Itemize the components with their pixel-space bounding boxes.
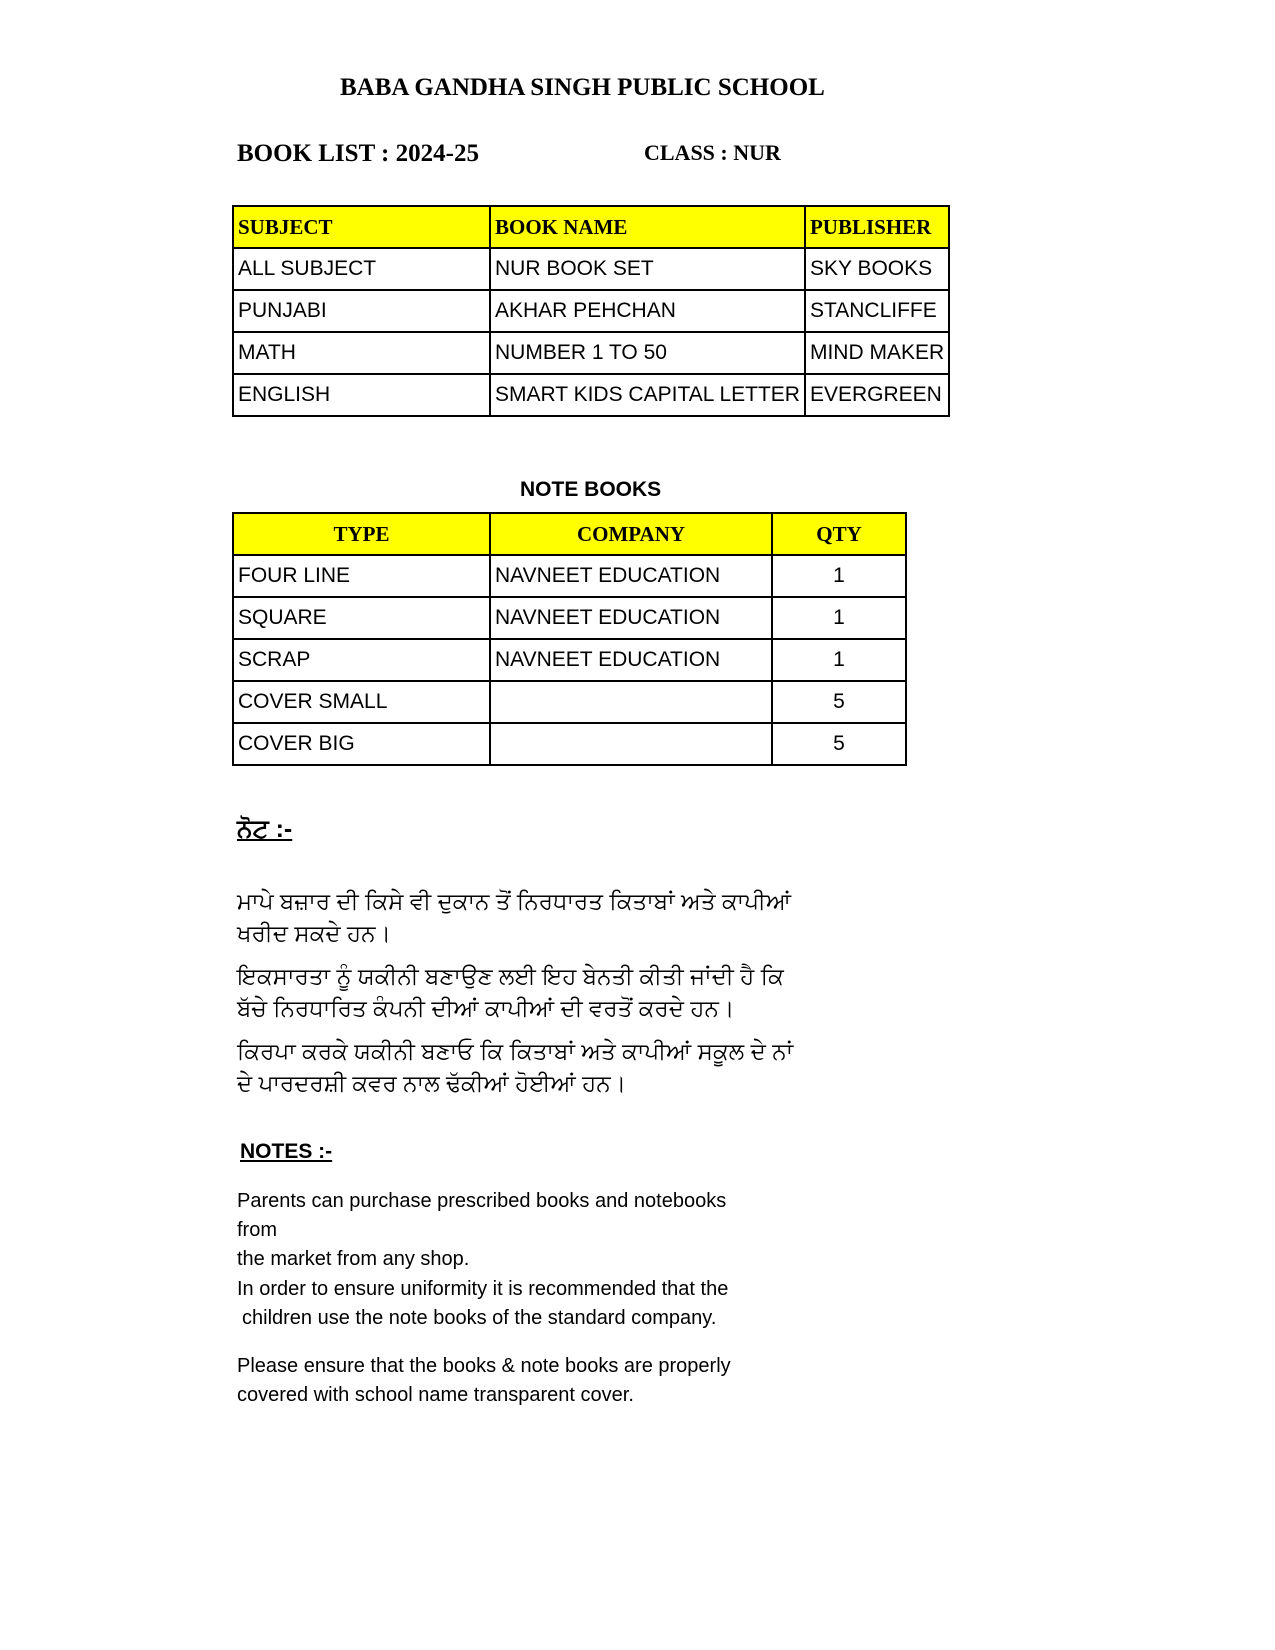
publisher-cell: SKY BOOKS bbox=[805, 248, 949, 290]
table-row bbox=[233, 332, 949, 374]
header-cell-book-name: BOOK NAME bbox=[490, 206, 805, 248]
table-row bbox=[233, 248, 949, 290]
qty-cell: 1 bbox=[772, 597, 906, 639]
table-row bbox=[233, 723, 906, 765]
note-line: Parents can purchase prescribed books and notebooks from bbox=[237, 1190, 727, 1241]
publisher-cell: EVERGREEN bbox=[805, 374, 949, 416]
english-note-paragraph bbox=[237, 1352, 731, 1410]
type-cell: SCRAP bbox=[233, 639, 490, 681]
header-cell-subject: SUBJECT bbox=[233, 206, 490, 248]
punjabi-note-paragraph: ਮਾਪੇ ਬਜ਼ਾਰ ਦੀ ਕਿਸੇ ਵੀ ਦੁਕਾਨ ਤੋਂ ਨਿਰਧਾਰਤ ਕਿਤਾਬਾਂ ਅਤੇ ਕਾਪੀਆਂ ਖਰੀਦ ਸਕਦੇ ਹਨ। bbox=[237, 888, 792, 946]
subject-cell: ENGLISH bbox=[233, 374, 490, 416]
english-note-paragraph bbox=[237, 1275, 728, 1333]
punjabi-notes-heading: ਨੋਟ :- bbox=[237, 815, 293, 843]
subject-cell: ALL SUBJECT bbox=[233, 248, 490, 290]
note-line: the market from any shop. bbox=[237, 1248, 470, 1270]
notebooks-heading: NOTE BOOKS bbox=[520, 478, 662, 501]
qty-cell: 1 bbox=[772, 555, 906, 597]
header-cell-company: COMPANY bbox=[490, 513, 772, 555]
table-row bbox=[233, 639, 906, 681]
qty-cell: 5 bbox=[772, 681, 906, 723]
notebooks-table bbox=[232, 512, 907, 766]
company-cell: NAVNEET EDUCATION bbox=[490, 555, 772, 597]
publisher-cell: MIND MAKER bbox=[805, 332, 949, 374]
company-cell bbox=[490, 723, 772, 765]
company-cell: NAVNEET EDUCATION bbox=[490, 597, 772, 639]
publisher-cell: STANCLIFFE bbox=[805, 290, 949, 332]
subject-cell: PUNJABI bbox=[233, 290, 490, 332]
qty-cell: 5 bbox=[772, 723, 906, 765]
notebooks-table-header bbox=[233, 513, 906, 555]
english-note-paragraph bbox=[237, 1187, 757, 1274]
qty-cell: 1 bbox=[772, 639, 906, 681]
type-cell: SQUARE bbox=[233, 597, 490, 639]
note-line: Please ensure that the books & note books are properly bbox=[237, 1355, 731, 1377]
header-cell-publisher: PUBLISHER bbox=[805, 206, 949, 248]
table-row bbox=[233, 374, 949, 416]
books-table-header bbox=[233, 206, 949, 248]
book-name-cell: AKHAR PEHCHAN bbox=[490, 290, 805, 332]
book-name-cell: NUMBER 1 TO 50 bbox=[490, 332, 805, 374]
header-cell-type: TYPE bbox=[233, 513, 490, 555]
english-notes-heading: NOTES :- bbox=[240, 1140, 333, 1163]
books-table bbox=[232, 205, 950, 417]
type-cell: FOUR LINE bbox=[233, 555, 490, 597]
note-line: children use the note books of the standard company. bbox=[242, 1307, 717, 1329]
header-cell-qty: QTY bbox=[772, 513, 906, 555]
note-line: In order to ensure uniformity it is recommended that the bbox=[237, 1278, 729, 1300]
book-list-title: BOOK LIST : 2024-25 bbox=[237, 140, 479, 167]
table-row bbox=[233, 597, 906, 639]
table-row bbox=[233, 290, 949, 332]
note-line: covered with school name transparent cover. bbox=[237, 1384, 634, 1406]
table-row bbox=[233, 681, 906, 723]
company-cell: NAVNEET EDUCATION bbox=[490, 639, 772, 681]
punjabi-note-paragraph: ਇਕਸਾਰਤਾ ਨੂੰ ਯਕੀਨੀ ਬਣਾਉਣ ਲਈ ਇਹ ਬੇਨਤੀ ਕੀਤੀ ਜਾਂਦੀ ਹੈ ਕਿ ਬੱਚੇ ਨਿਰਧਾਰਿਤ ਕੰਪਨੀ ਦੀਆਂ ਕਾਪੀਆਂ ਦੀ ਵਰਤੋਂ ਕਰਦੇ ਹਨ। bbox=[237, 963, 784, 1021]
punjabi-note-paragraph: ਕਿਰਪਾ ਕਰਕੇ ਯਕੀਨੀ ਬਣਾਓ ਕਿ ਕਿਤਾਬਾਂ ਅਤੇ ਕਾਪੀਆਂ ਸਕੂਲ ਦੇ ਨਾਂ ਦੇ ਪਾਰਦਰਸ਼ੀ ਕਵਰ ਨਾਲ ਢੱਕੀਆਂ ਹੋਈਆਂ ਹਨ। bbox=[237, 1038, 794, 1096]
type-cell: COVER BIG bbox=[233, 723, 490, 765]
book-name-cell: NUR BOOK SET bbox=[490, 248, 805, 290]
table-row bbox=[233, 555, 906, 597]
book-name-cell: SMART KIDS CAPITAL LETTER bbox=[490, 374, 805, 416]
company-cell bbox=[490, 681, 772, 723]
class-label: CLASS : NUR bbox=[644, 140, 781, 165]
type-cell: COVER SMALL bbox=[233, 681, 490, 723]
school-name: BABA GANDHA SINGH PUBLIC SCHOOL bbox=[340, 74, 825, 101]
subject-cell: MATH bbox=[233, 332, 490, 374]
